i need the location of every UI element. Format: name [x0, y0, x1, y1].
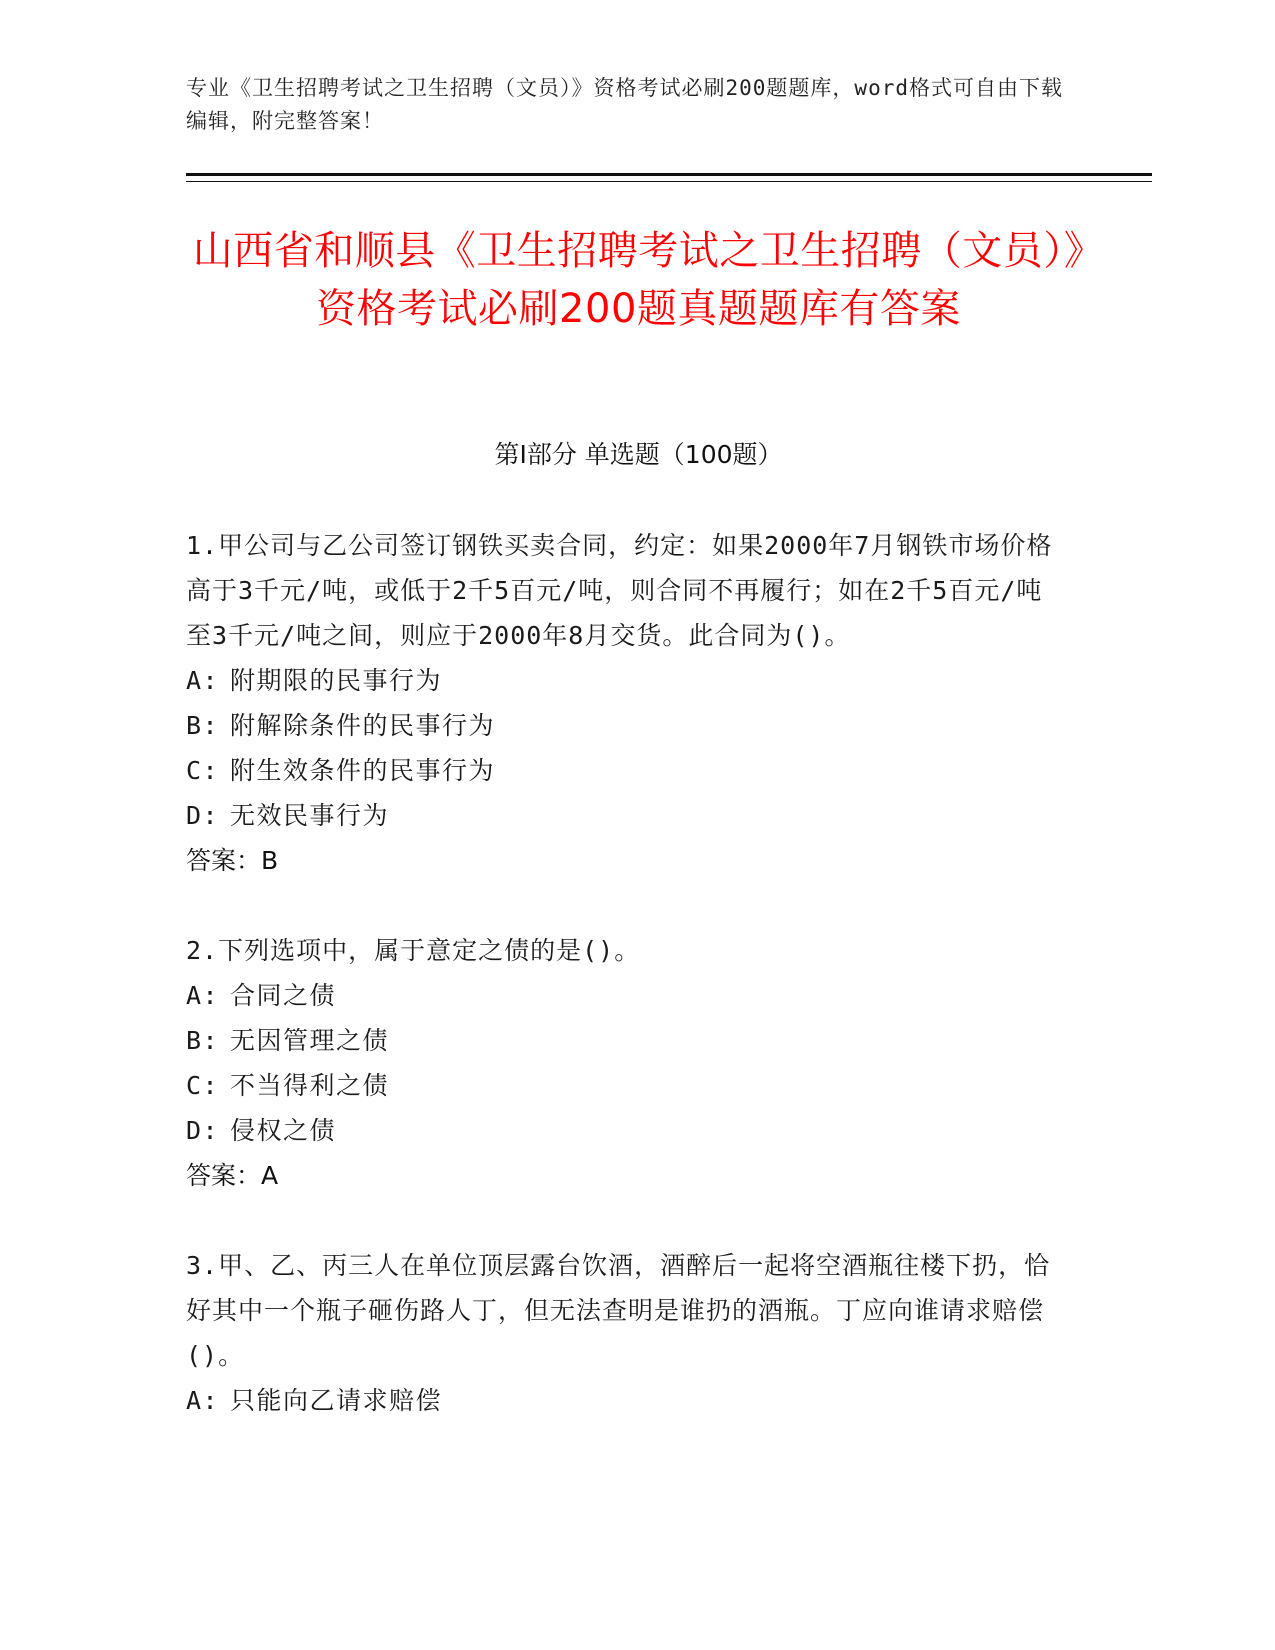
option-text: 附生效条件的民事行为 [230, 756, 496, 785]
option-c [186, 748, 1066, 793]
answer-line: 答案：B [186, 846, 279, 875]
question-2 [186, 928, 1066, 1198]
option-list [186, 973, 1066, 1153]
option-letter: A: [186, 1386, 220, 1415]
option-list [186, 658, 1066, 838]
option-d [186, 793, 1066, 838]
header-note: 专业《卫生招聘考试之卫生招聘（文员）》资格考试必刷200题题库，word格式可自由下载编辑，附完整答案！ [186, 76, 1063, 133]
option-b [186, 1018, 1066, 1063]
section-title: 第I部分 单选题（100题） [494, 440, 783, 469]
question-3 [186, 1243, 1066, 1423]
option-letter: D: [186, 801, 220, 830]
option-d [186, 1108, 1066, 1153]
question-list [186, 523, 1066, 1468]
option-text: 无因管理之债 [230, 1026, 390, 1055]
option-letter: B: [186, 711, 220, 740]
option-text: 附解除条件的民事行为 [230, 711, 496, 740]
option-letter: C: [186, 756, 220, 785]
option-letter: B: [186, 1026, 220, 1055]
document-title: 山西省和顺县《卫生招聘考试之卫生招聘（文员）》资格考试必刷200题真题题库有答案 [192, 228, 1085, 332]
option-letter: A: [186, 666, 220, 695]
option-text: 无效民事行为 [230, 801, 390, 830]
option-list [186, 1378, 1066, 1423]
question-1 [186, 523, 1066, 883]
option-letter: A: [186, 981, 220, 1010]
header-rule-thin [186, 181, 1152, 182]
option-b [186, 703, 1066, 748]
option-text: 合同之债 [230, 981, 337, 1010]
question-stem: 2.下列选项中，属于意定之债的是()。 [186, 936, 641, 965]
option-a [186, 658, 1066, 703]
option-text: 不当得利之债 [230, 1071, 390, 1100]
option-a [186, 973, 1066, 1018]
option-text: 只能向乙请求赔偿 [230, 1386, 443, 1415]
option-c [186, 1063, 1066, 1108]
option-letter: D: [186, 1116, 220, 1145]
question-stem: 1.甲公司与乙公司签订钢铁买卖合同，约定：如果2000年7月钢铁市场价格高于3千元/吨，或低于2千5百元/吨，则合同不再履行；如在2千5百元/吨至3千元/吨之间，则应于2000年8月交货。此合同为()。 [186, 531, 1053, 650]
answer-line: 答案：A [186, 1161, 279, 1190]
option-text: 侵权之债 [230, 1116, 337, 1145]
option-text: 附期限的民事行为 [230, 666, 443, 695]
option-a [186, 1378, 1066, 1423]
question-stem: 3.甲、乙、丙三人在单位顶层露台饮酒，酒醉后一起将空酒瓶往楼下扔，恰好其中一个瓶子砸伤路人丁，但无法查明是谁扔的酒瓶。丁应向谁请求赔偿()。 [186, 1251, 1051, 1370]
option-letter: C: [186, 1071, 220, 1100]
header-rule-thick [186, 173, 1152, 176]
